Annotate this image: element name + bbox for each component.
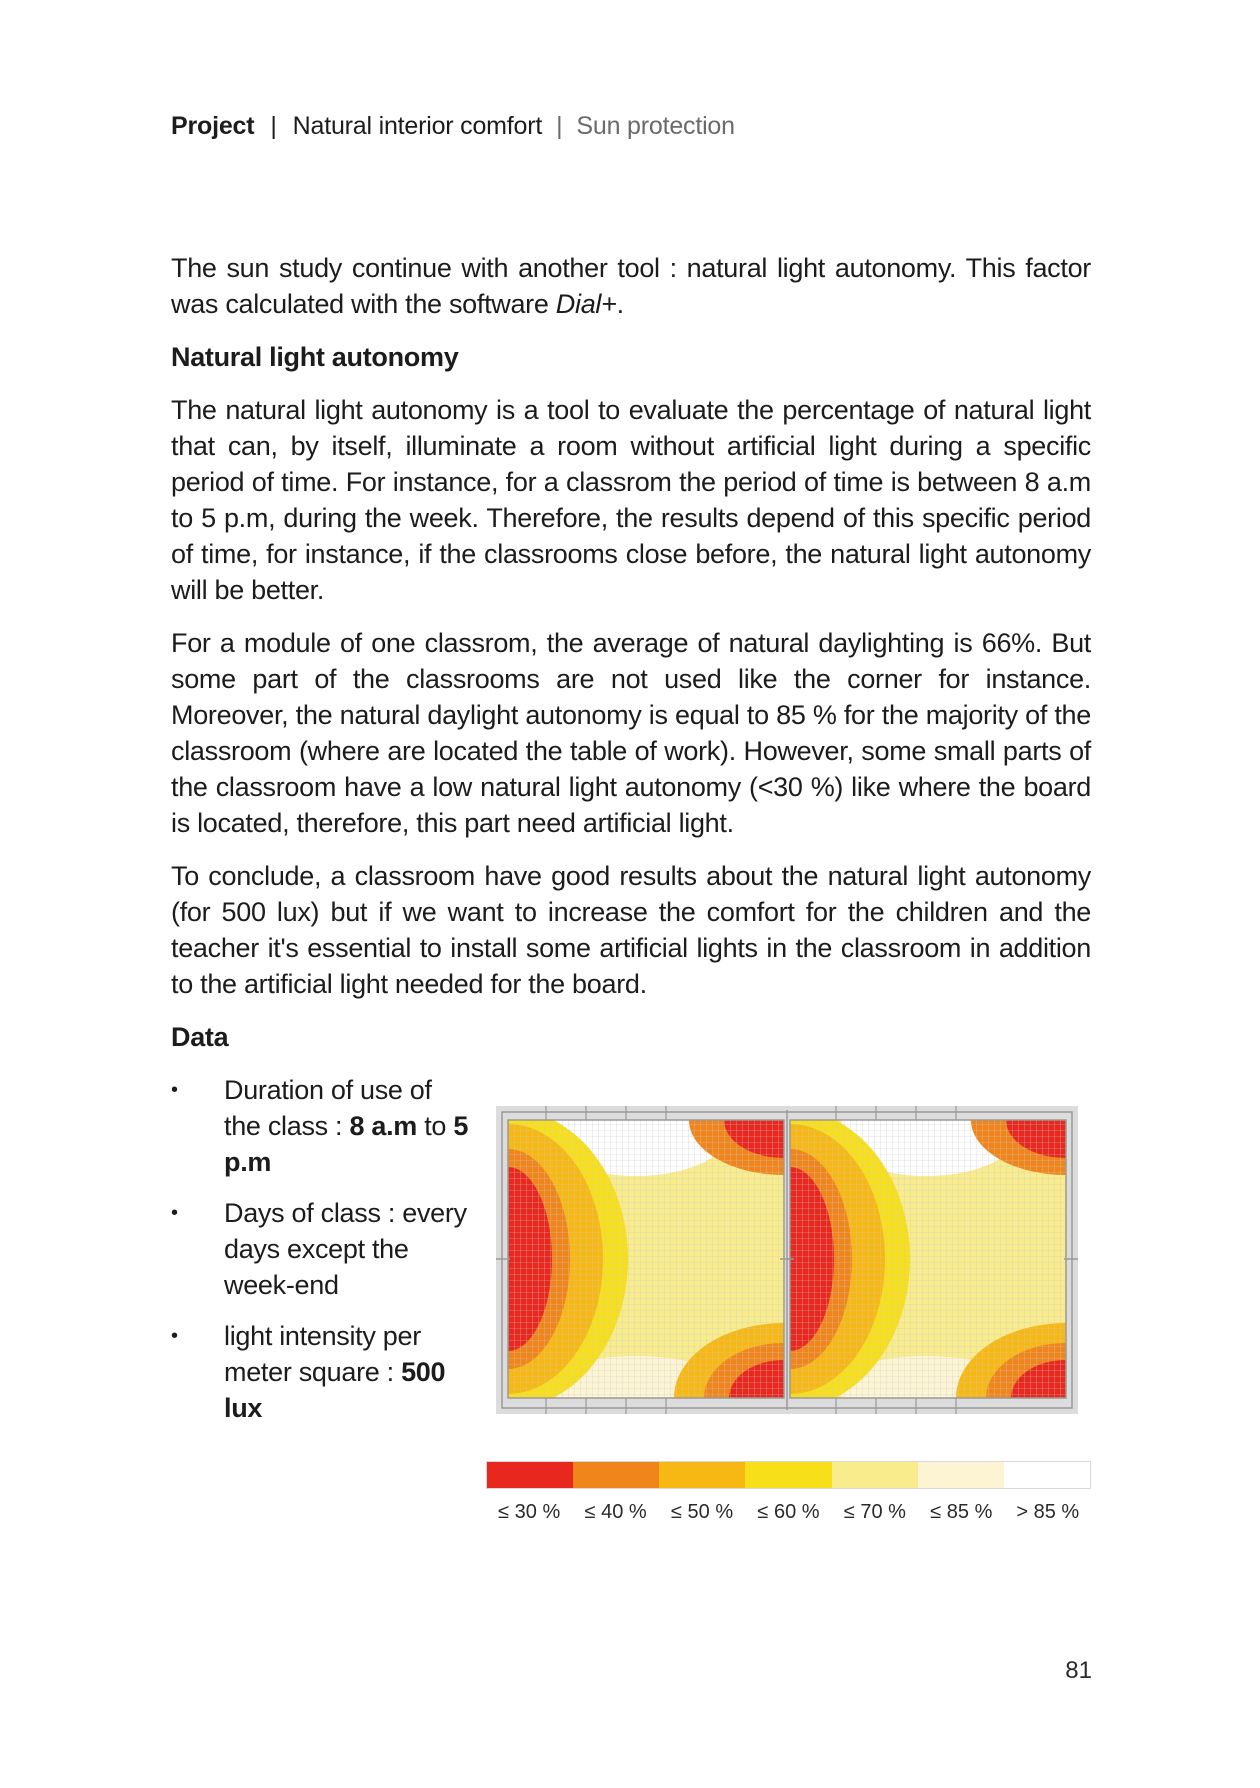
intro-end: . — [616, 289, 624, 319]
legend-swatch — [832, 1462, 918, 1488]
legend-swatch — [659, 1462, 745, 1488]
legend-swatch — [487, 1462, 573, 1488]
legend-label: > 85 % — [1016, 1501, 1080, 1523]
header-separator: | — [270, 112, 277, 140]
legend-label: ≤ 70 % — [843, 1501, 906, 1523]
section-heading: Natural light autonomy — [171, 342, 459, 372]
data-list — [171, 1072, 471, 1441]
data-item-intensity — [171, 1318, 471, 1426]
legend-label: ≤ 60 % — [757, 1501, 820, 1523]
data-heading: Data — [171, 1022, 229, 1052]
data-item-value: 5 p.m — [224, 1111, 469, 1177]
data-item-text: light intensity per meter square : — [224, 1321, 421, 1387]
legend-swatch — [1004, 1462, 1090, 1488]
data-item-text: to — [417, 1111, 454, 1141]
legend-label: ≤ 50 % — [670, 1501, 734, 1523]
paragraph-1: The natural light autonomy is a tool to evaluate the percentage of natural light that can, by itself, illuminate a room without artificial light during a specific period of time. For instance, for a classrom the period of time is between 8 a.m to 5 p.m, during the week. Therefore, the results depend of this specific period of time, for instance, if the classrooms close before, the natural light autonomy will be better. — [171, 395, 1091, 605]
main-text — [171, 250, 1091, 1072]
intro-text: The sun study continue with another tool : natural light autonomy. This factor was calculated with the software — [171, 253, 1091, 319]
data-item-value: 500 lux — [224, 1357, 446, 1423]
color-legend — [486, 1461, 1091, 1524]
data-item-duration — [171, 1072, 471, 1180]
data-item-days — [171, 1195, 471, 1303]
intro-paragraph — [171, 250, 1091, 322]
legend-swatch — [918, 1462, 1004, 1488]
software-name: Dial+ — [555, 289, 617, 319]
legend-label: ≤ 40 % — [584, 1501, 647, 1523]
header-separator-2: | — [556, 112, 563, 140]
header-chapter: Natural interior comfort — [292, 112, 543, 140]
legend-swatch — [573, 1462, 659, 1488]
legend-swatch — [745, 1462, 831, 1488]
bullet: • — [171, 1079, 178, 1101]
legend-labels — [486, 1501, 1091, 1524]
data-item-text: Duration of use of the class : — [224, 1075, 432, 1141]
paragraph-3: To conclude, a classroom have good results about the natural light autonomy (for 500 lux) but if we want to increase the comfort for the children and the teacher it's essential to install some artificial lights in the classroom in addition to the artificial light needed for the board. — [171, 861, 1091, 999]
paragraph-2: For a module of one classrom, the average of natural daylighting is 66%. But some part of the classrooms are not used like the corner for instance. Moreover, the natural daylight autonomy is equal to 85 % for the majority of the classroom (where are located the table of work). However, some small parts of the classroom have a low natural light autonomy (<30 %) like where the board is located, therefore, this part need artificial light. — [171, 628, 1091, 838]
running-header — [171, 112, 735, 141]
data-item-value: 8 a.m — [349, 1111, 418, 1141]
header-section: Project — [171, 112, 255, 140]
data-item-text: Days of class : every days except the week-end — [224, 1198, 467, 1300]
legend-label: ≤ 30 % — [498, 1501, 561, 1523]
header-topic: Sun protection — [576, 112, 735, 140]
page-number: 81 — [1065, 1657, 1092, 1684]
bullet: • — [171, 1325, 178, 1347]
bullet: • — [171, 1202, 178, 1224]
legend-swatches — [486, 1461, 1091, 1489]
daylight-autonomy-floor-plan — [496, 1106, 1078, 1414]
legend-label: ≤ 85 % — [930, 1501, 993, 1523]
